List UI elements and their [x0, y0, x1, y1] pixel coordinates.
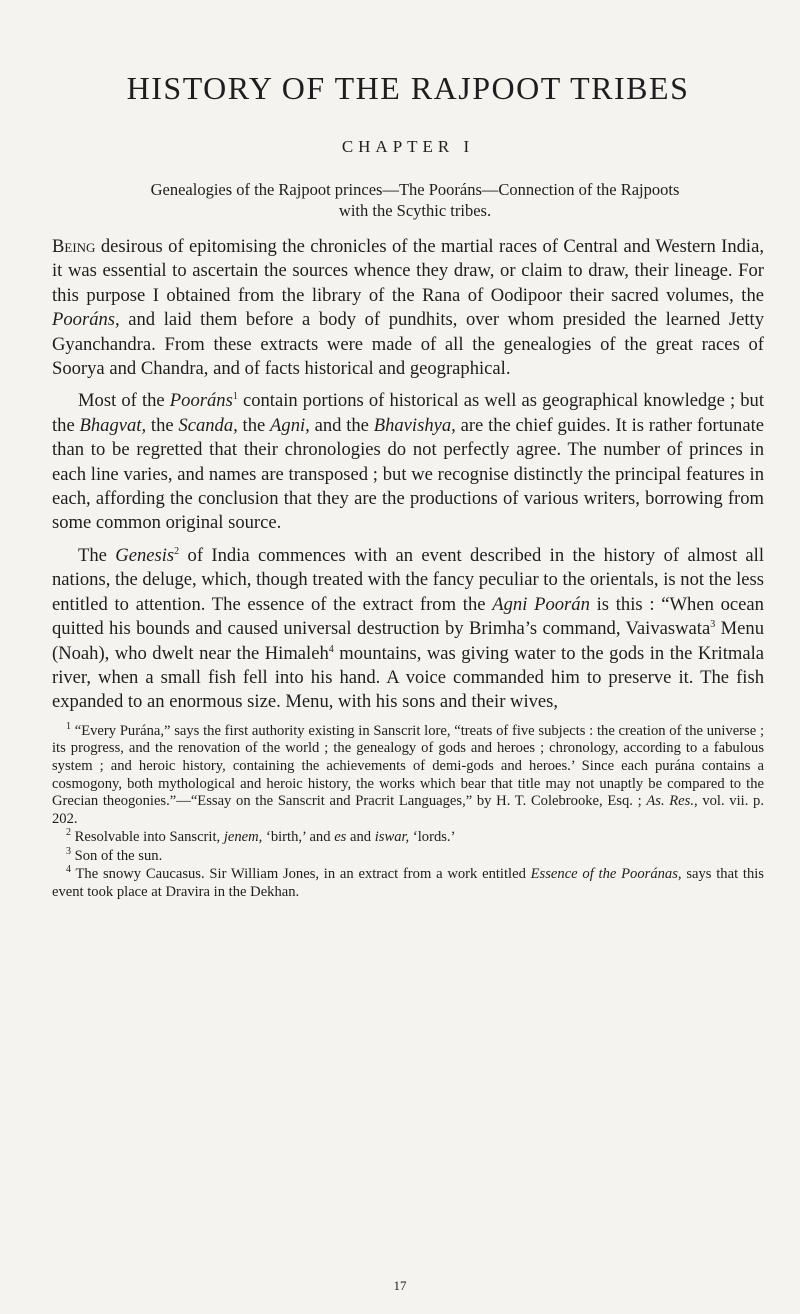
footnote-ref-3[interactable]: 3: [710, 618, 716, 630]
paragraph-2: Most of the Pooráns$^1$ contain portions of historical as well as geographical knowledge ; but the Bhagvat, the Scanda, the Agni, and the Bhavishya, are the chief guides. It is rather fortunate than to be regretted that their chronologies do not perfectly agree. The number of princes in each line varies, and names are transposed ; but we recognise distinctly the principal features in each, affording the conclusion that they are the productions of various writers, borrowing from some common original source.: [52, 390, 764, 534]
synopsis-line-1: Genealogies of the Rajpoot princes—The Pooráns—Connection of the Rajpoots: [150, 180, 680, 199]
chapter-synopsis: [56, 179, 756, 221]
synopsis-line-2: with the Scythic tribes.: [338, 201, 492, 220]
footnotes: [52, 720, 764, 902]
book-title: HISTORY OF THE RAJPOOT TRIBES: [126, 70, 690, 106]
paragraph-lead-word: Being: [52, 236, 96, 257]
footnote-1: $^1$ “Every Purána,” says the first authority existing in Sanscrit lore, “treats of five subjects : the creation of the universe ; its progress, and the renovation of the world ; the genealogy of gods and heroes ; chronology, according to a fabulous system ; and heroic history, containing the achievements of demi-gods and heroes.’ Since each purána contains a cosmogony, both mythological and heroic history, the works which bear that title may not unaptly be compared to the Grecian theogonies.”—“Essay on the Sanscrit and Pracrit Languages,” by H. T. Colebrooke, Esq. ; As. Res., vol. vii. p. 202.: [52, 720, 764, 827]
footnote-4: $^4$ The snowy Caucasus. Sir William Jones, in an extract from a work entitled Essence of the Pooránas, says that this event took place at Dravira in the Dekhan.: [52, 864, 764, 901]
paragraph-3: The Genesis$^2$ of India commences with an event described in the history of almost all nations, the deluge, which, though treated with the fancy peculiar to the orientals, is not the less entitled to attention. The essence of the extract from the Agni Poorán is this : “When ocean quitted his bounds and caused universal destruction by Brimha’s command, Vaivaswata$^3$ Menu (Noah), who dwelt near the Himaleh$^4$ mountains, was giving water to the gods in the Kritmala river, when a small fish fell into his hand. A voice commanded him to preserve it. The fish expanded to an enormous size. Menu, with his sons and their wives,: [52, 544, 765, 713]
paragraph-1: Being desirous of epitomising the chronicles of the martial races of Central and Western India, it was essential to ascertain the sources whence they draw, or claim to draw, their lineage. For this purpose I obtained from the library of the Rana of Oodipoor their sacred volumes, the Pooráns, and laid them before a body of pundhits, over whom presided the learned Jetty Gyanchandra. From these extracts were made of all the genealogies of the great races of Soorya and Chandra, and of facts historical and geographical.: [52, 236, 764, 380]
footnote-ref-4[interactable]: 4: [328, 643, 334, 655]
footnote-ref-1[interactable]: 1: [232, 391, 238, 403]
footnote-3: $^3$ Son of the sun.: [66, 846, 163, 864]
chapter-heading: CHAPTER I: [341, 137, 475, 156]
page-number: 17: [393, 1278, 407, 1293]
footnote-2: $^2$ Resolvable into Sanscrit, jenem, ‘birth,’ and es and iswar, ‘lords.’: [66, 827, 456, 846]
footnote-ref-2[interactable]: 2: [174, 545, 180, 557]
main-text: [52, 235, 764, 715]
